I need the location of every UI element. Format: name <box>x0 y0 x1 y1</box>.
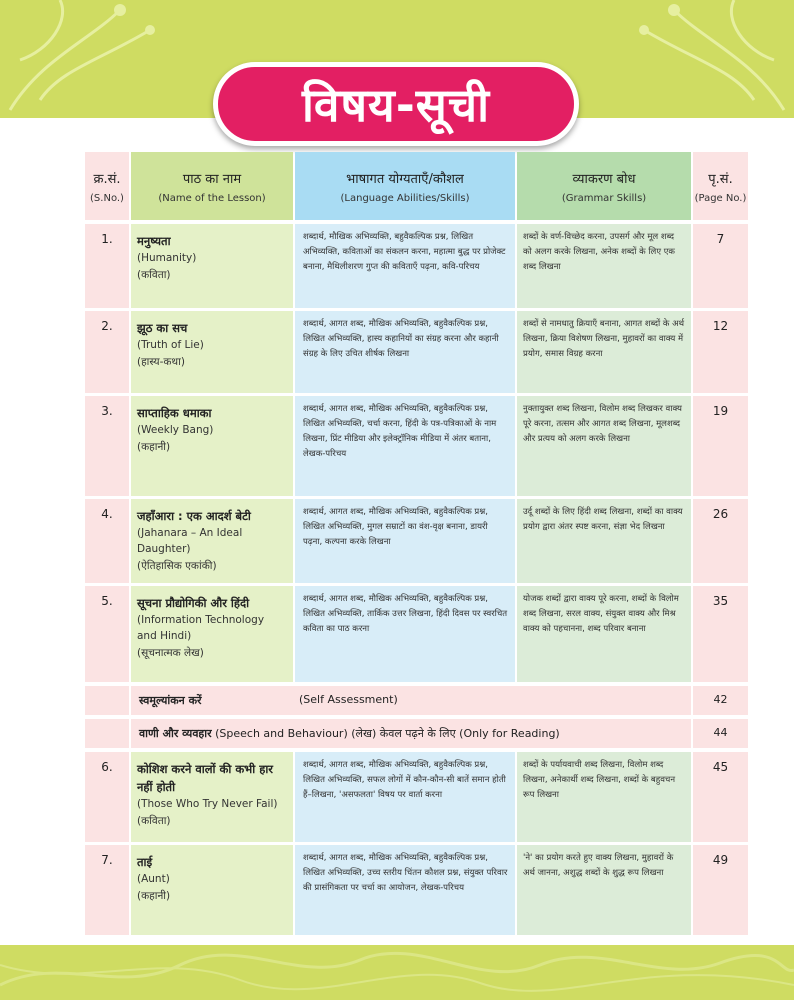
lesson-title-hi: जहाँआरा : एक आदर्श बेटी <box>137 509 251 523</box>
header-page-en: (Page No.) <box>694 192 747 204</box>
lesson-title-hi: झूठ का सच <box>137 321 188 335</box>
lesson-grammar-skills: उर्दू शब्दों के लिए हिंदी शब्द लिखना, शब्दों का वाक्य प्रयोग द्वारा अंतर स्पष्ट करना, संज्ञा भेद लिखना <box>517 499 691 583</box>
lesson-sno: 6. <box>85 752 129 842</box>
header-language <box>295 152 515 220</box>
lesson-language-skills: शब्दार्थ, आगत शब्द, मौखिक अभिव्यक्ति, बहुवैकल्पिक प्रश्न, लिखित अभिव्यक्ति, हास्य कहानियों का संग्रह करना और कहानी संग्रह के लिए उचित शीर्षक लिखना <box>295 311 515 393</box>
header-page <box>693 152 748 220</box>
lesson-grammar-skills: शब्दों के पर्यायवाची शब्द लिखना, विलोम शब्द लिखना, अनेकार्थी शब्द लिखना, शब्दों के बहुवचन रूप लिखना <box>517 752 691 842</box>
lesson-sno: 2. <box>85 311 129 393</box>
self-assessment-page: 42 <box>713 693 728 706</box>
lesson-language-skills: शब्दार्थ, मौखिक अभिव्यक्ति, बहुवैकल्पिक प्रश्न, लिखित अभिव्यक्ति, कविताओं का संकलन करना, महात्मा बुद्ध पर प्रोजेक्ट बनाना, मैथिलीशरण गुप्त की कविताएँ पढ़ना, कवि-परिचय <box>295 224 515 308</box>
lesson-title-hi: ताई <box>137 855 153 869</box>
speech-page: 44 <box>713 726 728 739</box>
lesson-title-hi: कोशिश करने वालों की कभी हार नहीं होती <box>137 762 274 794</box>
header-lesson-hi: पाठ का नाम <box>182 171 242 187</box>
lesson-language-skills: शब्दार्थ, आगत शब्द, मौखिक अभिव्यक्ति, बहुवैकल्पिक प्रश्न, लिखित अभिव्यक्ति, सफल लोगों में कौन-कौन-सी बातें समान होती हैं–लिखना, 'असफलता' विषय पर वार्ता करना <box>295 752 515 842</box>
lesson-page-number[interactable]: 35 <box>693 586 748 682</box>
lesson-sno: 1. <box>85 224 129 308</box>
speech-title-en: (Speech and Behaviour) <box>215 727 348 740</box>
lesson-genre: (कहानी) <box>137 441 171 453</box>
bottom-decorative-band <box>0 945 794 1000</box>
lesson-genre: (सूचनात्मक लेख) <box>137 647 204 659</box>
lesson-language-skills: शब्दार्थ, आगत शब्द, मौखिक अभिव्यक्ति, बहुवैकल्पिक प्रश्न, लिखित अभिव्यक्ति, मुगल सम्राटों का वंश-वृक्ष बनाना, डायरी पढ़ना, कल्पना करके लिखना <box>295 499 515 583</box>
header-language-hi: भाषागत योग्यताएँ/कौशल <box>346 171 464 187</box>
lesson-name-cell[interactable] <box>131 752 293 842</box>
lesson-grammar-skills: योजक शब्दों द्वारा वाक्य पूरे करना, शब्दों के विलोम शब्द लिखना, सरल वाक्य, संयुक्त वाक्य और मिश्र वाक्य को पहचानना, शब्द परिवार बनाना <box>517 586 691 682</box>
lesson-title-en: (Humanity) <box>137 252 197 264</box>
lesson-title-en: (Aunt) <box>137 873 170 885</box>
self-assessment-title-en: (Self Assessment) <box>299 693 398 706</box>
lesson-title-en: (Truth of Lie) <box>137 339 204 351</box>
page-title-banner <box>213 62 579 146</box>
self-assessment-title-hi: स्वमूल्यांकन करें <box>139 694 202 707</box>
header-lesson <box>131 152 293 220</box>
lesson-title-en: (Information Technology and Hindi) <box>137 614 265 642</box>
header-grammar-en: (Grammar Skills) <box>561 192 647 204</box>
lesson-genre: (कहानी) <box>137 890 171 902</box>
lesson-title-en: (Those Who Try Never Fail) <box>137 798 278 810</box>
speech-behaviour-row[interactable] <box>85 719 748 748</box>
header-language-en: (Language Abilities/Skills) <box>340 192 470 204</box>
speech-note-en: (Only for Reading) <box>459 727 560 740</box>
lesson-name-cell[interactable] <box>131 396 293 496</box>
lesson-sno: 5. <box>85 586 129 682</box>
lesson-sno: 4. <box>85 499 129 583</box>
header-sno <box>85 152 129 220</box>
lesson-title-en: (Jahanara – An Ideal Daughter) <box>137 527 243 555</box>
lesson-grammar-skills: नुक्तायुक्त शब्द लिखना, विलोम शब्द लिखकर वाक्य पूरे करना, तत्सम और आगत शब्द लिखना, मूलशब्द और प्रत्यय को अलग करके लिखना <box>517 396 691 496</box>
speech-note-hi: (लेख) केवल पढ़ने के लिए <box>351 727 456 740</box>
lesson-language-skills: शब्दार्थ, आगत शब्द, मौखिक अभिव्यक्ति, बहुवैकल्पिक प्रश्न, लिखित अभिव्यक्ति, उच्च स्तरीय चिंतन कौशल प्रश्न, संयुक्त परिवार की प्रासंगिकता पर चर्चा का आयोजन, लेखक-परिचय <box>295 845 515 935</box>
header-page-hi: पृ.सं. <box>708 171 733 187</box>
lesson-grammar-skills: 'ने' का प्रयोग करते हुए वाक्य लिखना, मुहावरों के अर्थ जानना, अशुद्ध शब्दों के शुद्ध रूप लिखना <box>517 845 691 935</box>
lesson-language-skills: शब्दार्थ, आगत शब्द, मौखिक अभिव्यक्ति, बहुवैकल्पिक प्रश्न, लिखित अभिव्यक्ति, तार्किक उत्तर लिखना, हिंदी दिवस पर स्वरचित कविता का पाठ करना <box>295 586 515 682</box>
lesson-grammar-skills: शब्दों से नामधातु क्रियाएँ बनाना, आगत शब्दों के अर्थ लिखना, क्रिया विशेषण लिखना, मुहावरों का वाक्य में प्रयोग, समास विग्रह करना <box>517 311 691 393</box>
lesson-name-cell[interactable] <box>131 845 293 935</box>
lesson-sno: 7. <box>85 845 129 935</box>
lesson-genre: (कविता) <box>137 815 171 827</box>
lesson-genre: (कविता) <box>137 269 171 281</box>
lesson-genre: (हास्य-कथा) <box>137 356 185 368</box>
page-title: विषय-सूची <box>301 78 491 132</box>
lesson-page-number[interactable]: 26 <box>693 499 748 583</box>
lesson-title-hi: सूचना प्रौद्योगिकी और हिंदी <box>137 596 250 610</box>
lesson-language-skills: शब्दार्थ, आगत शब्द, मौखिक अभिव्यक्ति, बहुवैकल्पिक प्रश्न, लिखित अभिव्यक्ति, चर्चा करना, हिंदी के पत्र-पत्रिकाओं के नाम लिखना, प्रिंट मीडिया और इलेक्ट्रॉनिक मीडिया में अंतर बताना, लेखक-परिचय <box>295 396 515 496</box>
lesson-page-number[interactable]: 45 <box>693 752 748 842</box>
floral-pattern <box>0 945 794 1000</box>
self-assessment-row[interactable] <box>85 686 748 715</box>
lesson-page-number[interactable]: 19 <box>693 396 748 496</box>
header-sno-en: (S.No.) <box>90 192 124 204</box>
lesson-page-number[interactable]: 7 <box>693 224 748 308</box>
header-grammar <box>517 152 691 220</box>
lesson-name-cell[interactable] <box>131 586 293 682</box>
lesson-title-hi: साप्ताहिक धमाका <box>137 406 212 420</box>
lesson-grammar-skills: शब्दों के वर्ण-विच्छेद करना, उपसर्ग और मूल शब्द को अलग करके लिखना, अनेक शब्दों के लिए एक शब्द लिखना <box>517 224 691 308</box>
lesson-title-en: (Weekly Bang) <box>137 424 214 436</box>
floral-ornament-right <box>594 0 794 118</box>
floral-ornament-left <box>0 0 200 118</box>
lesson-page-number[interactable]: 12 <box>693 311 748 393</box>
lesson-sno: 3. <box>85 396 129 496</box>
lesson-name-cell[interactable] <box>131 311 293 393</box>
speech-title-hi: वाणी और व्यवहार <box>139 727 212 740</box>
header-sno-hi: क्र.सं. <box>93 171 121 187</box>
header-grammar-hi: व्याकरण बोध <box>572 171 636 187</box>
lesson-genre: (ऐतिहासिक एकांकी) <box>137 560 217 572</box>
header-lesson-en: (Name of the Lesson) <box>158 192 266 204</box>
lesson-name-cell[interactable] <box>131 224 293 308</box>
lesson-title-hi: मनुष्यता <box>137 234 171 248</box>
lesson-name-cell[interactable] <box>131 499 293 583</box>
lesson-page-number[interactable]: 49 <box>693 845 748 935</box>
